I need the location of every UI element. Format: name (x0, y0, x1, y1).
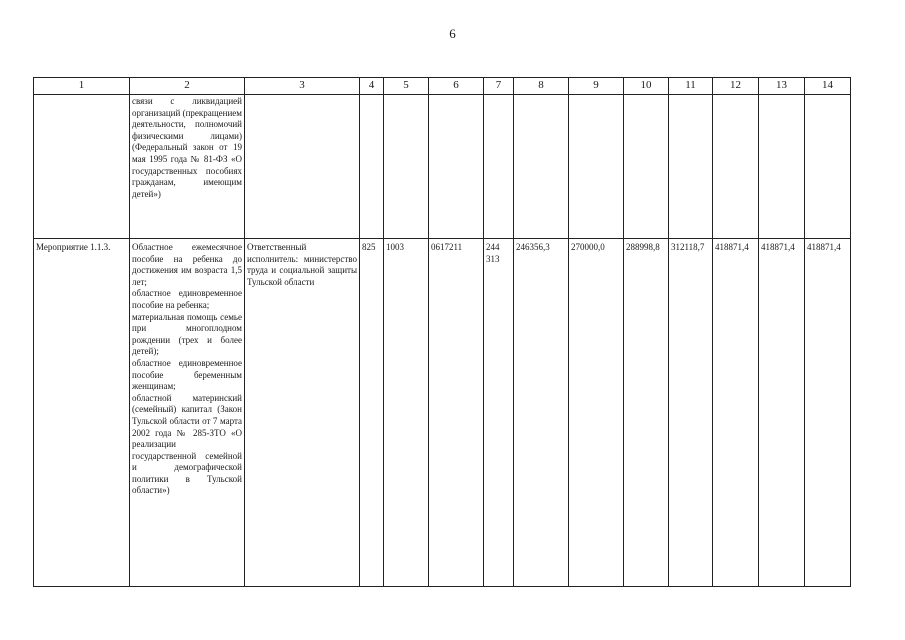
empty-cell (384, 95, 429, 239)
cell-col11: 312118,7 (669, 239, 713, 587)
continuation-description: связи с ликвидацией организаций (прекращением деятельности, полномочий физическими лицами) (Федеральный закон от 19 мая 1995 года № 81-ФЗ «О государственных пособиях гражданам, имеющим детей») (130, 95, 245, 239)
column-header-8: 8 (514, 78, 569, 95)
empty-cell (624, 95, 669, 239)
measure-executor: Ответственный исполнитель: министерство труда и социальной защиты Тульской области (245, 239, 360, 587)
empty-cell (429, 95, 484, 239)
empty-cell (569, 95, 624, 239)
table-row (34, 239, 851, 587)
empty-cell (805, 95, 851, 239)
column-header-5: 5 (384, 78, 429, 95)
column-header-9: 9 (569, 78, 624, 95)
column-header-7: 7 (484, 78, 514, 95)
cell-col5: 1003 (384, 239, 429, 587)
column-header-6: 6 (429, 78, 484, 95)
column-header-14: 14 (805, 78, 851, 95)
empty-cell (484, 95, 514, 239)
column-header-3: 3 (245, 78, 360, 95)
empty-cell (34, 95, 130, 239)
cell-col7: 244 313 (484, 239, 514, 587)
empty-cell (245, 95, 360, 239)
column-header-1: 1 (34, 78, 130, 95)
cell-col14: 418871,4 (805, 239, 851, 587)
column-header-13: 13 (759, 78, 805, 95)
program-table (33, 77, 851, 587)
cell-col10: 288998,8 (624, 239, 669, 587)
column-header-2: 2 (130, 78, 245, 95)
cell-col12: 418871,4 (713, 239, 759, 587)
measure-name: Мероприятие 1.1.3. (34, 239, 130, 587)
table-row (34, 95, 851, 239)
empty-cell (514, 95, 569, 239)
cell-col4: 825 (360, 239, 384, 587)
empty-cell (360, 95, 384, 239)
cell-col6: 0617211 (429, 239, 484, 587)
cell-col13: 418871,4 (759, 239, 805, 587)
cell-col8: 246356,3 (514, 239, 569, 587)
column-header-12: 12 (713, 78, 759, 95)
measure-description: Областное ежемесячное пособие на ребенка до достижения им возраста 1,5 лет; областное единовременное пособие на ребенка; материальная помощь семье при многоплодном рождении (трех и более детей); областное единовременное пособие беременным женщинам; областной материнский (семейный) капитал (Закон Тульской области от 7 марта 2002 года № 285-ЗТО «О реализации государственной семейной и демографической политики в Тульской области») (130, 239, 245, 587)
empty-cell (759, 95, 805, 239)
column-header-11: 11 (669, 78, 713, 95)
page-number: 6 (449, 26, 456, 41)
cell-col9: 270000,0 (569, 239, 624, 587)
empty-cell (713, 95, 759, 239)
column-header-10: 10 (624, 78, 669, 95)
column-header-4: 4 (360, 78, 384, 95)
column-number-row (34, 78, 851, 95)
empty-cell (669, 95, 713, 239)
